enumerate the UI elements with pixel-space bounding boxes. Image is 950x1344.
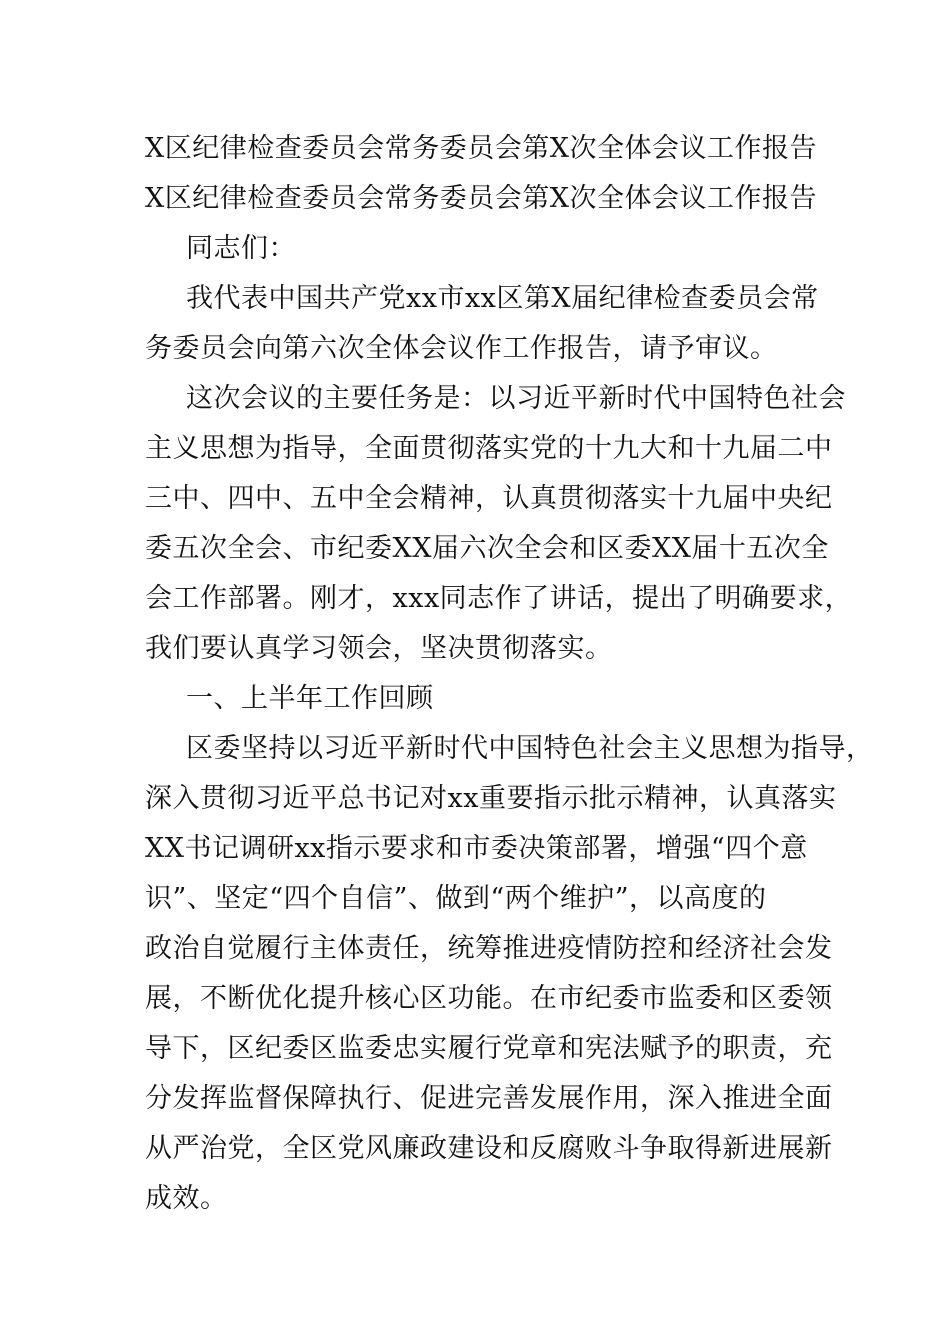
paragraph-2-line-5: 会工作部署。刚才，xxx同志作了讲话，提出了明确要求， bbox=[145, 583, 853, 614]
paragraph-3-line-5: 政治自觉履行主体责任，统筹推进疫情防控和经济社会发 bbox=[145, 933, 833, 964]
paragraph-3-line-4: 识”、坚定“四个自信”、做到“两个维护”，以高度的 bbox=[145, 883, 767, 914]
paragraph-3-line-10: 成效。 bbox=[145, 1183, 228, 1214]
paragraph-2-line-2: 主义思想为指导，全面贯彻落实党的十九大和十九届二中 bbox=[145, 433, 833, 464]
paragraph-3-line-3: XX书记调研xx指示要求和市委决策部署，增强“四个意 bbox=[145, 833, 808, 864]
paragraph-3-line-8: 分发挥监督保障执行、促进完善发展作用，深入推进全面 bbox=[145, 1083, 833, 1114]
paragraph-3-line-6: 展，不断优化提升核心区功能。在市纪委市监委和区委领 bbox=[145, 983, 833, 1014]
paragraph-1-line-1: 我代表中国共产党xx市xx区第X届纪律检查委员会常 bbox=[186, 283, 819, 314]
paragraph-3-line-2: 深入贯彻习近平总书记对xx重要指示批示精神，认真落实 bbox=[145, 783, 837, 814]
paragraph-3-line-7: 导下，区纪委区监委忠实履行党章和宪法赋予的职责，充 bbox=[145, 1033, 833, 1064]
paragraph-2-line-1: 这次会议的主要任务是：以习近平新时代中国特色社会 bbox=[186, 383, 846, 414]
paragraph-2-line-4: 委五次全会、市纪委XX届六次全会和区委XX届十五次全 bbox=[145, 533, 829, 564]
section-heading: 一、上半年工作回顾 bbox=[186, 683, 434, 714]
paragraph-1-line-2: 务委员会向第六次全体会议作工作报告，请予审议。 bbox=[145, 333, 778, 364]
document-title-line-1: X区纪律检查委员会常务委员会第X次全体会议工作报告 bbox=[145, 133, 817, 164]
paragraph-3-line-9: 从严治党，全区党风廉政建设和反腐败斗争取得新进展新 bbox=[145, 1133, 833, 1164]
paragraph-3-line-1: 区委坚持以习近平新时代中国特色社会主义思想为指导， bbox=[186, 733, 874, 764]
document-title-line-2: X区纪律检查委员会常务委员会第X次全体会议工作报告 bbox=[145, 183, 817, 214]
paragraph-2-line-3: 三中、四中、五中全会精神，认真贯彻落实十九届中央纪 bbox=[145, 483, 833, 514]
greeting: 同志们： bbox=[186, 233, 296, 264]
paragraph-2-line-6: 我们要认真学习领会，坚决贯彻落实。 bbox=[145, 633, 613, 664]
